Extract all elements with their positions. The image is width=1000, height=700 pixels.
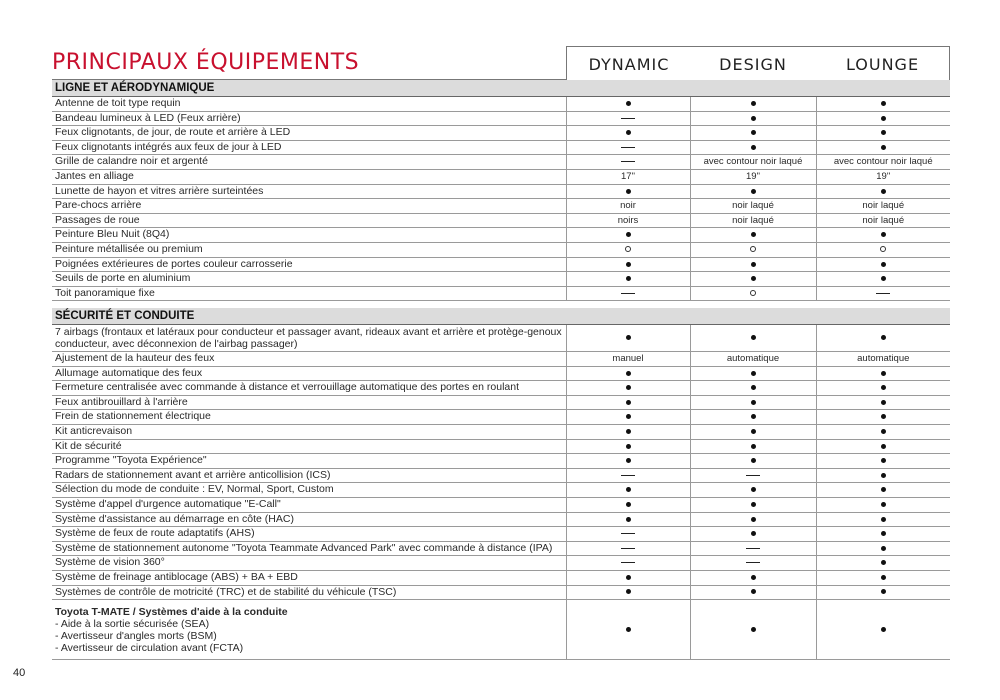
standard-dot-icon <box>881 130 886 135</box>
table-row <box>52 111 950 126</box>
value-text: 17" <box>621 170 635 182</box>
standard-dot-icon <box>626 487 631 492</box>
standard-dot-icon <box>751 589 756 594</box>
value-cell <box>690 570 816 585</box>
value-cell <box>690 483 816 498</box>
value-cell <box>816 381 950 396</box>
feature-label: Sélection du mode de conduite : EV, Normal, Sport, Custom <box>52 483 566 498</box>
standard-dot-icon <box>881 458 886 463</box>
standard-dot-icon <box>881 189 886 194</box>
value-cell <box>816 395 950 410</box>
value-cell <box>566 140 690 155</box>
standard-dot-icon <box>626 371 631 376</box>
option-circle-icon <box>750 290 756 296</box>
table-row <box>52 585 950 600</box>
table-row <box>52 352 950 367</box>
value-cell <box>566 541 690 556</box>
standard-dot-icon <box>881 575 886 580</box>
table-row <box>52 527 950 542</box>
standard-dot-icon <box>881 531 886 536</box>
feature-label: Système de stationnement autonome "Toyota Teammate Advanced Park" avec commande à distance (IPA) <box>52 541 566 556</box>
value-cell <box>816 325 950 352</box>
value-cell <box>566 556 690 571</box>
value-cell <box>566 600 690 660</box>
value-cell <box>566 395 690 410</box>
table-row <box>52 169 950 184</box>
table-row <box>52 497 950 512</box>
value-cell <box>816 126 950 141</box>
standard-dot-icon <box>881 487 886 492</box>
value-cell <box>566 325 690 352</box>
feature-label: Antenne de toit type requin <box>52 97 566 112</box>
feature-label: 7 airbags (frontaux et latéraux pour conducteur et passager avant, rideaux avant et arrière et protège-genoux conducteur, avec déconnexion de l'airbag passager) <box>52 325 566 352</box>
tmate-item: - Aide à la sortie sécurisée (SEA) <box>55 618 210 631</box>
tmate-item: - Avertisseur de circulation avant (FCTA) <box>55 642 244 655</box>
value-cell <box>690 556 816 571</box>
table-row <box>52 381 950 396</box>
value-cell <box>816 272 950 287</box>
not-available-dash-icon <box>621 161 635 162</box>
table-row <box>52 213 950 228</box>
value-cell <box>566 228 690 243</box>
value-cell <box>690 126 816 141</box>
value-cell <box>690 286 816 301</box>
feature-label: Système de vision 360° <box>52 556 566 571</box>
not-available-dash-icon <box>876 293 890 294</box>
feature-label: Jantes en alliage <box>52 169 566 184</box>
value-cell <box>816 111 950 126</box>
standard-dot-icon <box>881 335 886 340</box>
not-available-dash-icon <box>621 548 635 549</box>
table-row <box>52 199 950 214</box>
feature-label: Toit panoramique fixe <box>52 286 566 301</box>
value-text: automatique <box>857 353 910 364</box>
standard-dot-icon <box>751 414 756 419</box>
not-available-dash-icon <box>621 147 635 148</box>
feature-label: Système de feux de route adaptatifs (AHS) <box>52 527 566 542</box>
value-cell <box>566 242 690 257</box>
not-available-dash-icon <box>746 562 760 563</box>
standard-dot-icon <box>626 101 631 106</box>
section-title: SÉCURITÉ ET CONDUITE <box>52 308 950 325</box>
value-cell <box>816 527 950 542</box>
feature-label: Système de freinage antiblocage (ABS) + BA + EBD <box>52 570 566 585</box>
table-row <box>52 468 950 483</box>
table-row <box>52 257 950 272</box>
standard-dot-icon <box>626 130 631 135</box>
section-title: LIGNE ET AÉRODYNAMIQUE <box>52 80 950 97</box>
not-available-dash-icon <box>621 562 635 563</box>
feature-label: Lunette de hayon et vitres arrière surteintées <box>52 184 566 199</box>
value-cell <box>816 410 950 425</box>
value-cell <box>690 272 816 287</box>
value-cell <box>816 97 950 112</box>
value-cell <box>566 454 690 469</box>
standard-dot-icon <box>751 262 756 267</box>
table-row <box>52 242 950 257</box>
feature-label: Feux antibrouillard à l'arrière <box>52 395 566 410</box>
standard-dot-icon <box>881 473 886 478</box>
value-cell <box>566 512 690 527</box>
value-cell <box>566 439 690 454</box>
value-cell <box>816 512 950 527</box>
feature-label: Frein de stationnement électrique <box>52 410 566 425</box>
value-cell <box>566 184 690 199</box>
standard-dot-icon <box>881 145 886 150</box>
column-header-design: DESIGN <box>690 46 817 82</box>
value-cell <box>566 126 690 141</box>
table-row <box>52 366 950 381</box>
not-available-dash-icon <box>746 548 760 549</box>
value-cell <box>816 257 950 272</box>
value-cell <box>690 424 816 439</box>
not-available-dash-icon <box>621 293 635 294</box>
standard-dot-icon <box>881 560 886 565</box>
value-cell <box>566 97 690 112</box>
spec-table-securite <box>52 308 950 660</box>
standard-dot-icon <box>881 589 886 594</box>
standard-dot-icon <box>881 116 886 121</box>
feature-label: Systèmes de contrôle de motricité (TRC) et de stabilité du véhicule (TSC) <box>52 585 566 600</box>
table-row <box>52 410 950 425</box>
standard-dot-icon <box>751 575 756 580</box>
feature-label: Programme "Toyota Expérience" <box>52 454 566 469</box>
standard-dot-icon <box>881 429 886 434</box>
table-row <box>52 286 950 301</box>
table-row <box>52 512 950 527</box>
value-cell <box>566 410 690 425</box>
value-text: avec contour noir laqué <box>703 156 803 168</box>
standard-dot-icon <box>626 189 631 194</box>
section-securite <box>52 308 950 660</box>
value-cell <box>816 140 950 155</box>
standard-dot-icon <box>751 531 756 536</box>
feature-label: Fermeture centralisée avec commande à distance et verrouillage automatique des portes en roulant <box>52 381 566 396</box>
value-cell <box>816 155 950 170</box>
standard-dot-icon <box>881 502 886 507</box>
value-cell <box>690 439 816 454</box>
standard-dot-icon <box>751 189 756 194</box>
table-row <box>52 439 950 454</box>
value-cell <box>566 483 690 498</box>
feature-label: Pare-chocs arrière <box>52 199 566 214</box>
standard-dot-icon <box>881 546 886 551</box>
value-cell <box>816 483 950 498</box>
standard-dot-icon <box>751 130 756 135</box>
not-available-dash-icon <box>621 533 635 534</box>
value-cell <box>566 169 690 184</box>
standard-dot-icon <box>881 444 886 449</box>
standard-dot-icon <box>881 627 886 632</box>
value-cell <box>816 600 950 660</box>
feature-label: Kit de sécurité <box>52 439 566 454</box>
value-cell <box>566 213 690 228</box>
feature-label: Système d'appel d'urgence automatique "E-Call" <box>52 497 566 512</box>
value-cell <box>566 366 690 381</box>
not-available-dash-icon <box>621 475 635 476</box>
table-row <box>52 228 950 243</box>
standard-dot-icon <box>626 262 631 267</box>
value-cell <box>690 468 816 483</box>
table-row <box>52 483 950 498</box>
table-row <box>52 395 950 410</box>
table-row <box>52 541 950 556</box>
value-cell <box>690 600 816 660</box>
column-header-lounge: LOUNGE <box>816 46 950 82</box>
value-cell <box>816 541 950 556</box>
value-cell <box>566 257 690 272</box>
standard-dot-icon <box>751 276 756 281</box>
standard-dot-icon <box>626 444 631 449</box>
value-cell <box>566 424 690 439</box>
value-cell <box>690 169 816 184</box>
value-cell <box>816 213 950 228</box>
standard-dot-icon <box>881 371 886 376</box>
section-header-row <box>52 80 950 97</box>
value-cell <box>690 325 816 352</box>
standard-dot-icon <box>751 517 756 522</box>
value-text: noir <box>620 200 636 212</box>
value-text: noir laqué <box>732 200 774 212</box>
value-cell <box>816 199 950 214</box>
table-row <box>52 325 950 352</box>
value-cell <box>690 140 816 155</box>
standard-dot-icon <box>881 385 886 390</box>
standard-dot-icon <box>626 589 631 594</box>
standard-dot-icon <box>751 444 756 449</box>
table-row <box>52 272 950 287</box>
value-cell <box>690 541 816 556</box>
standard-dot-icon <box>751 371 756 376</box>
table-row <box>52 424 950 439</box>
standard-dot-icon <box>751 385 756 390</box>
feature-label: Peinture métallisée ou premium <box>52 242 566 257</box>
value-cell <box>566 570 690 585</box>
value-cell <box>816 352 950 367</box>
value-cell <box>690 97 816 112</box>
feature-label: Bandeau lumineux à LED (Feux arrière) <box>52 111 566 126</box>
value-cell <box>690 527 816 542</box>
table-row <box>52 556 950 571</box>
standard-dot-icon <box>751 145 756 150</box>
standard-dot-icon <box>626 429 631 434</box>
value-cell <box>566 111 690 126</box>
standard-dot-icon <box>626 400 631 405</box>
value-text: noir laqué <box>732 214 774 226</box>
standard-dot-icon <box>626 335 631 340</box>
standard-dot-icon <box>751 101 756 106</box>
feature-label: Seuils de porte en aluminium <box>52 272 566 287</box>
value-cell <box>566 352 690 367</box>
standard-dot-icon <box>751 502 756 507</box>
standard-dot-icon <box>881 262 886 267</box>
value-text: noirs <box>617 214 639 226</box>
standard-dot-icon <box>881 276 886 281</box>
value-cell <box>690 228 816 243</box>
value-cell <box>816 228 950 243</box>
value-cell <box>690 381 816 396</box>
value-cell <box>816 424 950 439</box>
value-text: noir laqué <box>862 214 905 226</box>
standard-dot-icon <box>626 575 631 580</box>
value-cell <box>566 155 690 170</box>
value-text: avec contour noir laqué <box>833 156 933 168</box>
table-row <box>52 184 950 199</box>
section-ligne <box>52 80 950 301</box>
standard-dot-icon <box>751 335 756 340</box>
standard-dot-icon <box>881 232 886 237</box>
standard-dot-icon <box>626 458 631 463</box>
standard-dot-icon <box>626 414 631 419</box>
table-row <box>52 126 950 141</box>
option-circle-icon <box>750 246 756 252</box>
value-cell <box>566 286 690 301</box>
value-cell <box>816 439 950 454</box>
page-title: PRINCIPAUX ÉQUIPEMENTS <box>52 50 360 75</box>
column-header-dynamic: DYNAMIC <box>566 46 692 82</box>
not-available-dash-icon <box>621 118 635 119</box>
value-cell <box>816 184 950 199</box>
page-number: 40 <box>13 667 26 679</box>
option-circle-icon <box>625 246 631 252</box>
value-text: manuel <box>612 353 644 364</box>
value-cell <box>690 497 816 512</box>
standard-dot-icon <box>751 458 756 463</box>
not-available-dash-icon <box>746 475 760 476</box>
value-cell <box>690 512 816 527</box>
feature-label: Peinture Bleu Nuit (8Q4) <box>52 228 566 243</box>
table-row <box>52 454 950 469</box>
value-cell <box>566 585 690 600</box>
value-cell <box>816 454 950 469</box>
standard-dot-icon <box>881 101 886 106</box>
value-cell <box>690 184 816 199</box>
table-row <box>52 570 950 585</box>
value-cell <box>816 242 950 257</box>
value-text: 19" <box>876 170 891 182</box>
standard-dot-icon <box>881 400 886 405</box>
standard-dot-icon <box>881 517 886 522</box>
value-cell <box>690 352 816 367</box>
value-cell <box>816 468 950 483</box>
value-cell <box>816 497 950 512</box>
value-cell <box>690 585 816 600</box>
standard-dot-icon <box>626 232 631 237</box>
standard-dot-icon <box>751 627 756 632</box>
standard-dot-icon <box>881 414 886 419</box>
table-row <box>52 140 950 155</box>
feature-label: Radars de stationnement avant et arrière anticollision (ICS) <box>52 468 566 483</box>
option-circle-icon <box>880 246 886 252</box>
standard-dot-icon <box>626 276 631 281</box>
feature-label: Kit anticrevaison <box>52 424 566 439</box>
spec-table-ligne <box>52 80 950 301</box>
feature-label: Grille de calandre noir et argenté <box>52 155 566 170</box>
value-cell <box>690 395 816 410</box>
feature-label: Feux clignotants, de jour, de route et arrière à LED <box>52 126 566 141</box>
value-cell <box>816 570 950 585</box>
standard-dot-icon <box>626 517 631 522</box>
tmate-title: Toyota T-MATE / Systèmes d'aide à la conduite <box>55 606 288 619</box>
standard-dot-icon <box>751 429 756 434</box>
value-cell <box>690 410 816 425</box>
tmate-item: - Avertisseur d'angles morts (BSM) <box>55 630 217 643</box>
value-cell <box>690 242 816 257</box>
value-text: automatique <box>726 353 780 364</box>
value-cell <box>816 286 950 301</box>
value-cell <box>816 585 950 600</box>
value-cell <box>690 155 816 170</box>
feature-label: Système d'assistance au démarrage en côte (HAC) <box>52 512 566 527</box>
value-cell <box>816 169 950 184</box>
value-text: 19" <box>746 170 760 182</box>
standard-dot-icon <box>626 385 631 390</box>
tmate-label <box>52 600 566 660</box>
value-cell <box>566 199 690 214</box>
standard-dot-icon <box>751 232 756 237</box>
section-header-row <box>52 308 950 325</box>
feature-label: Allumage automatique des feux <box>52 366 566 381</box>
value-cell <box>690 257 816 272</box>
value-cell <box>566 527 690 542</box>
value-cell <box>690 111 816 126</box>
table-row <box>52 97 950 112</box>
value-cell <box>690 366 816 381</box>
value-cell <box>690 454 816 469</box>
value-cell <box>816 366 950 381</box>
standard-dot-icon <box>751 487 756 492</box>
standard-dot-icon <box>626 502 631 507</box>
value-cell <box>690 213 816 228</box>
feature-label: Passages de roue <box>52 213 566 228</box>
value-text: noir laqué <box>862 200 905 212</box>
standard-dot-icon <box>751 400 756 405</box>
value-cell <box>566 497 690 512</box>
value-cell <box>690 199 816 214</box>
standard-dot-icon <box>751 116 756 121</box>
value-cell <box>816 556 950 571</box>
feature-label: Poignées extérieures de portes couleur carrosserie <box>52 257 566 272</box>
feature-label: Feux clignotants intégrés aux feux de jour à LED <box>52 140 566 155</box>
feature-label: Ajustement de la hauteur des feux <box>52 352 566 367</box>
value-cell <box>566 381 690 396</box>
value-cell <box>566 272 690 287</box>
tmate-row <box>52 600 950 660</box>
value-cell <box>566 468 690 483</box>
table-row <box>52 155 950 170</box>
standard-dot-icon <box>626 627 631 632</box>
